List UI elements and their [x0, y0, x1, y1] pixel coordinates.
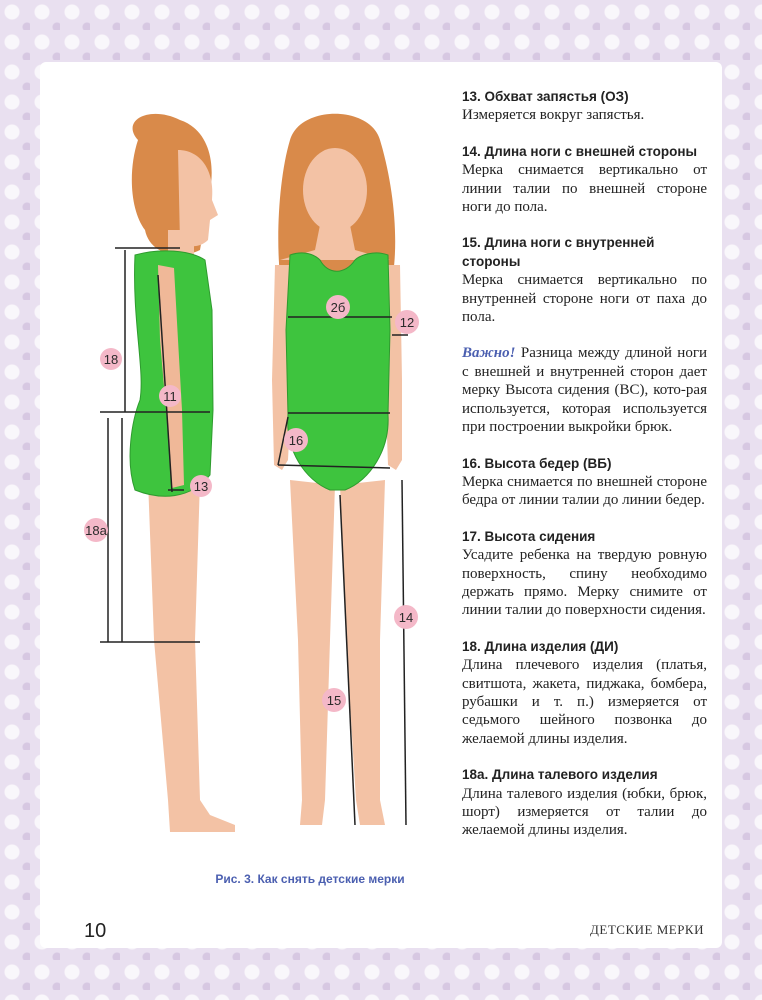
section-body: Длина талевого изделия (юбки, брюк, шорт) измеряется от талии до желаемой длины изделия. — [462, 785, 707, 839]
section-title: 18. Длина изделия (ДИ) — [462, 638, 619, 654]
label-13: 13 — [193, 479, 209, 494]
section-body: Мерка снимается по внешней стороне бедра от линии талии до линии бедер. — [462, 473, 707, 509]
label-11: 11 — [163, 389, 177, 404]
section-body: Мерка снимается вертикально по внутренней стороне ноги от паха до пола. — [462, 272, 707, 326]
important-label: Важно! — [462, 345, 516, 362]
label-2b: 2б — [330, 300, 346, 315]
section-17 — [462, 528, 707, 620]
section-18a — [462, 766, 707, 840]
section-16 — [462, 455, 707, 510]
label-12: 12 — [399, 315, 415, 330]
section-title: 13. Обхват запястья (ОЗ) — [462, 89, 629, 104]
figure-illustration — [50, 80, 430, 870]
label-15: 15 — [326, 693, 342, 708]
section-title: 15. Длина ноги с внутренней стороны — [462, 235, 655, 269]
front-view-girl — [272, 114, 402, 825]
important-note — [462, 344, 707, 436]
figure-caption: Рис. 3. Как снять детские мерки — [215, 872, 405, 886]
text-column — [462, 88, 707, 858]
label-14: 14 — [398, 610, 414, 625]
page-number: 10 — [84, 920, 107, 942]
label-18: 18 — [103, 352, 119, 367]
section-body: Длина плечевого изделия (платья, свитшота, жакета, пиджака, бомбера, рубашки и т. п.) измеряется от седьмого шейного позвонка до желаемой длины изделия. — [462, 657, 707, 747]
section-body: Мерка снимается вертикально от линии талии по внешней стороне ноги до пола. — [462, 162, 707, 216]
section-15 — [462, 234, 707, 326]
section-title: 16. Высота бедер (ВБ) — [462, 455, 612, 471]
label-16: 16 — [288, 433, 304, 448]
important-paragraph — [462, 344, 707, 436]
side-view-girl — [130, 114, 235, 832]
label-18a: 18а — [85, 523, 107, 538]
section-18 — [462, 638, 707, 748]
section-body: Измеряется вокруг запястья. — [462, 107, 645, 124]
running-head: ДЕТСКИЕ МЕРКИ — [590, 922, 704, 937]
section-title: 18а. Длина талевого изделия — [462, 767, 658, 783]
section-13 — [462, 88, 707, 125]
section-title: 17. Высота сидения — [462, 528, 596, 544]
section-14 — [462, 143, 707, 217]
section-title: 14. Длина ноги с внешней стороны — [462, 143, 698, 159]
section-body: Усадите ребенка на твердую ровную поверхность, спину необходимо держать прямо. Мерку снимите от линии талии до поверхности сидения. — [462, 547, 707, 619]
measurement-figure — [50, 80, 430, 870]
important-text: Разница между длиной ноги с внешней и внутренней сторон дает мерку Высота сидения (ВС), кото-рая используется, которая используется при построении выкройки брюк. — [462, 345, 708, 436]
